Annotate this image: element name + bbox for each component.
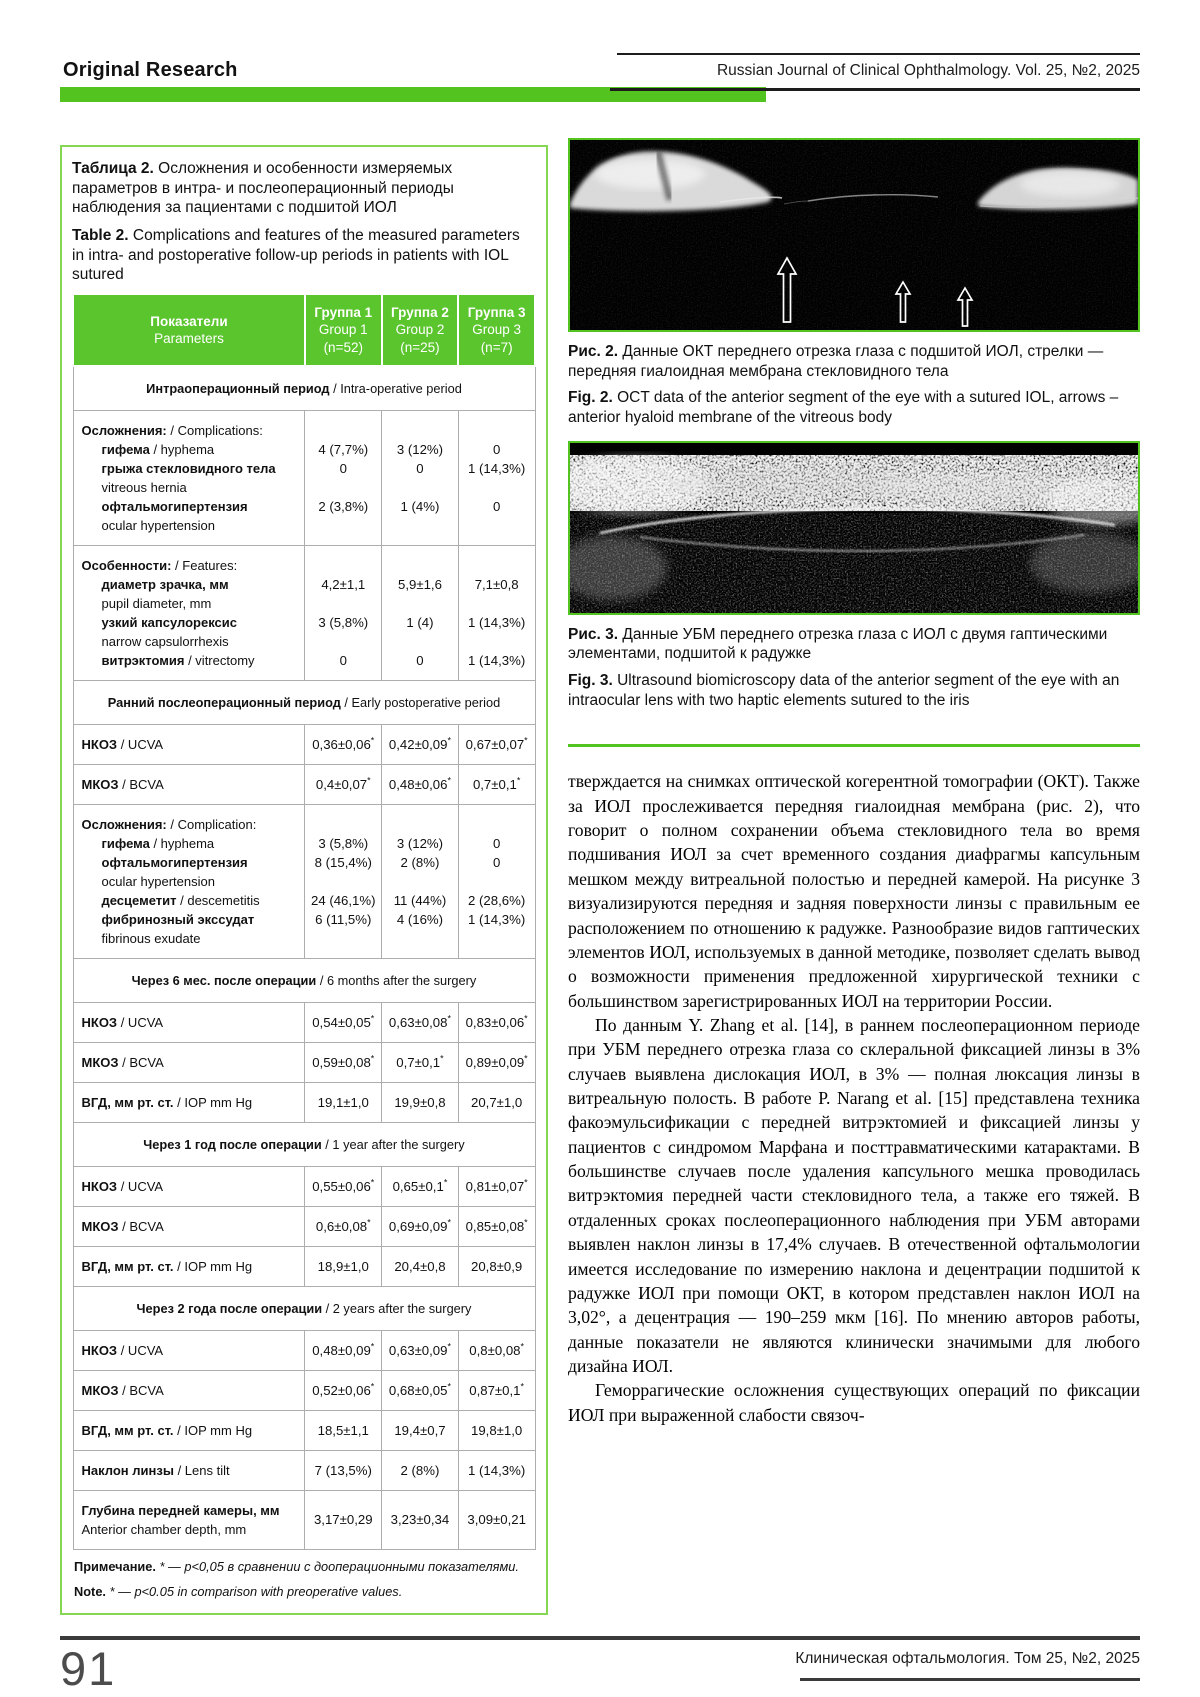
parameter-cell: МКОЗ / BCVA — [73, 1206, 305, 1246]
parameter-cell: ВГД, мм рт. ст. / IOP mm Hg — [73, 1246, 305, 1286]
oct-scan-graphic — [570, 140, 1138, 330]
table-row — [73, 1002, 535, 1042]
value-cell: 4,2±1,1 — [305, 575, 382, 594]
table-row — [73, 613, 535, 632]
value-cell: 0 — [305, 651, 382, 681]
section-divider-rule — [568, 744, 1140, 747]
value-cell: 0 — [382, 459, 459, 478]
table-caption-en-label: Table 2. — [72, 227, 129, 245]
parameter-cell: НКОЗ / UCVA — [73, 1166, 305, 1206]
table-row — [73, 1330, 535, 1370]
value-cell: 0,7±0,1* — [382, 1042, 459, 1082]
table-row — [73, 575, 535, 594]
paragraph: По данным Y. Zhang et al. [14], в раннем послеоперационном периоде при УБМ переднего отрезка глаза со склеральной фиксацией линзы в 3% случаев выявлена дислокация ИОЛ, в 3% — полная люксация линзы в витреальную полость. В работе P. Narang et al. [15] представлена техника факоэмульсификации с передней витрэктомией и фиксацией линзы у пациентов с синдромом Марфана и посттравматическими катарактами. В большинстве случаев после удаления капсульного мешка проводилась витрэктомия передней части стекловидного тела, а также его тяжей. В отдаленных сроках послеоперационного наблюдения при УБМ авторами выявлен наклон линзы в 17,4% случаев. В отечественной офтальмологии имеется исследование по измерению наклона и децентрации подшитой к радужке ИОЛ при помощи ОКТ, в котором представлен наклон ИОЛ на 3,02°, а децентрация — 190–259 мкм [16]. По мнению авторов работы, данные показатели не являются клинически значимыми для любого дизайна ИОЛ. — [568, 1014, 1140, 1376]
col-header-group2: Группа 2 Group 2 (n=25) — [382, 294, 459, 366]
parameter-cell: витрэктомия / vitrectomy — [101, 652, 255, 668]
table-section-row — [73, 366, 535, 411]
value-cell: 7 (13,5%) — [305, 1450, 382, 1490]
value-cell — [458, 478, 535, 497]
value-cell: 4 (16%) — [382, 910, 459, 929]
table-section-row — [73, 680, 535, 724]
value-cell: 18,5±1,1 — [305, 1410, 382, 1450]
value-cell: 0,68±0,05* — [382, 1370, 459, 1410]
table-row — [73, 804, 535, 834]
value-cell — [305, 516, 382, 546]
value-cell: 3 (5,8%) — [305, 834, 382, 853]
table-caption-ru — [72, 159, 536, 218]
value-cell — [382, 929, 459, 959]
parameter-cell: ВГД, мм рт. ст. / IOP mm Hg — [73, 1082, 305, 1122]
parameter-cell: диаметр зрачка, мм — [101, 576, 229, 592]
table-section-title: Через 6 мес. после операции / 6 months after the surgery — [73, 958, 535, 1002]
value-cell: 1 (14,3%) — [458, 651, 535, 681]
value-cell — [382, 632, 459, 651]
value-cell: 3,09±0,21 — [458, 1490, 535, 1549]
paragraph: Геморрагические осложнения существующих операций по фиксации ИОЛ при выраженной слабости связоч- — [568, 1380, 1140, 1425]
value-cell: 20,7±1,0 — [458, 1082, 535, 1122]
value-cell: 2 (8%) — [382, 1450, 459, 1490]
table-row — [73, 632, 535, 651]
value-cell: 0 — [458, 440, 535, 459]
table-row — [73, 929, 535, 959]
value-cell: 0,63±0,09* — [382, 1330, 459, 1370]
paragraph-continuation: тверждается на снимках оптической когерентной томографии (ОКТ). Также за ИОЛ прослеживается передняя гиалоидная мембрана (рис. 2), что говорит о полном сохранении объема стекловидного тела во время подшивания ИОЛ за счет временного создания диафрагмы капсульным мешком между витреальной полостью и передней камерой. На рисунке 3 визуализируются передняя и задняя поверхности линзы с правильным ее расположением по отношению к радужке. Разнообразие видов гаптических элементов ИОЛ, используемых в данной методике, позволяет сделать вывод о возможности применения предложенной хирургической техники с большинством зарегистрированных ИОЛ на территории России. — [568, 771, 1140, 1011]
value-cell — [458, 804, 535, 834]
value-cell: 1 (4) — [382, 613, 459, 632]
parameter-cell: ocular hypertension — [101, 873, 215, 889]
value-cell: 1 (14,3%) — [458, 459, 535, 478]
journal-title-en: Russian Journal of Clinical Ophthalmology. Vol. 25, №2, 2025 — [716, 62, 1140, 79]
value-cell — [305, 410, 382, 440]
table-row — [73, 440, 535, 459]
table-section-row — [73, 1122, 535, 1166]
parameter-cell: Наклон линзы / Lens tilt — [73, 1450, 305, 1490]
parameter-cell: Глубина передней камеры, мм Anterior chamber depth, mm — [73, 1490, 305, 1549]
parameter-cell: МКОЗ / BCVA — [73, 1042, 305, 1082]
parameter-cell: офтальмогипертензия — [101, 854, 248, 870]
journal-title-ru: Клиническая офтальмология. Том 25, №2, 2025 — [795, 1650, 1140, 1667]
table-row — [73, 853, 535, 872]
col-header-parameters: Показатели Parameters — [73, 294, 305, 366]
table-row — [73, 1370, 535, 1410]
value-cell: 0,83±0,06* — [458, 1002, 535, 1042]
value-cell: 8 (15,4%) — [305, 853, 382, 872]
parameter-cell: narrow capsulorrhexis — [101, 633, 229, 649]
article-type-label: Original Research — [63, 59, 238, 81]
value-cell: 0,63±0,08* — [382, 1002, 459, 1042]
value-cell: 0,69±0,09* — [382, 1206, 459, 1246]
value-cell: 1 (4%) — [382, 497, 459, 516]
value-cell: 0,48±0,06* — [382, 764, 459, 804]
value-cell — [305, 872, 382, 891]
table-row — [73, 872, 535, 891]
value-cell: 0,4±0,07* — [305, 764, 382, 804]
value-cell: 3 (12%) — [382, 440, 459, 459]
value-cell: 0,6±0,08* — [305, 1206, 382, 1246]
value-cell: 3,23±0,34 — [382, 1490, 459, 1549]
parameter-cell: фибринозный экссудат — [101, 911, 255, 927]
value-cell — [458, 516, 535, 546]
value-cell: 1 (14,3%) — [458, 1450, 535, 1490]
table-row — [73, 459, 535, 478]
value-cell — [458, 929, 535, 959]
value-cell: 20,4±0,8 — [382, 1246, 459, 1286]
table-section-title: Ранний послеоперационный период / Early postoperative period — [73, 680, 535, 724]
value-cell: 24 (46,1%) — [305, 891, 382, 910]
table-row — [73, 1246, 535, 1286]
value-cell — [458, 872, 535, 891]
value-cell — [382, 478, 459, 497]
value-cell: 0,42±0,09* — [382, 724, 459, 764]
value-cell — [305, 594, 382, 613]
value-cell: 0 — [305, 459, 382, 478]
table-caption-en-text: Complications and features of the measured parameters in intra- and postoperative follow-up periods in patients with IOL sutured — [72, 227, 520, 284]
figure-2-caption-ru: Рис. 2. Данные ОКТ переднего отрезка глаза с подшитой ИОЛ, стрелки — передняя гиалоидная мембрана стекловидного тела — [568, 343, 1104, 380]
value-cell: 19,4±0,7 — [382, 1410, 459, 1450]
value-cell — [305, 632, 382, 651]
table-caption-ru-label: Таблица 2. — [72, 160, 154, 177]
value-cell — [305, 804, 382, 834]
value-cell: 0,52±0,06* — [305, 1370, 382, 1410]
table-note-ru: Примечание. * — p<0,05 в сравнении с дооперационными показателями. — [74, 1558, 519, 1574]
table-section-title: Через 1 год после операции / 1 year after the surgery — [73, 1122, 535, 1166]
table-column — [60, 145, 548, 1615]
value-cell: 0,67±0,07* — [458, 724, 535, 764]
value-cell: 0,36±0,06* — [305, 724, 382, 764]
table-row — [73, 1082, 535, 1122]
figure-3-ubm-image — [568, 441, 1140, 615]
figure-2-caption-en: Fig. 2. OCT data of the anterior segment of the eye with a sutured IOL, arrows – anterior hyaloid membrane of the vitreous body — [568, 389, 1119, 427]
value-cell — [382, 594, 459, 613]
table-caption-en — [72, 226, 536, 285]
value-cell: 2 (3,8%) — [305, 497, 382, 516]
value-cell: 11 (44%) — [382, 891, 459, 910]
value-cell: 19,8±1,0 — [458, 1410, 535, 1450]
value-cell: 3,17±0,29 — [305, 1490, 382, 1549]
table-caption-ru-text: Осложнения и особенности измеряемых параметров в интра- и послеоперационный периоды наблюдения за пациентами с подшитой ИОЛ — [72, 160, 454, 217]
parameter-cell: гифема / hyphema — [101, 835, 215, 851]
table-row — [73, 834, 535, 853]
value-cell: 0,8±0,08* — [458, 1330, 535, 1370]
table-header-row — [73, 294, 535, 366]
parameter-cell: Особенности: / Features: — [73, 545, 305, 575]
table-row — [73, 497, 535, 516]
parameter-cell: pupil diameter, mm — [101, 595, 212, 611]
text-column — [568, 138, 1140, 1427]
parameter-cell: офтальмогипертензия — [101, 498, 248, 514]
parameter-cell: грыжа стекловидного тела — [101, 460, 276, 476]
table-row — [73, 478, 535, 497]
value-cell: 1 (14,3%) — [458, 613, 535, 632]
parameter-cell: ocular hypertension — [101, 517, 215, 533]
value-cell: 0,89±0,09* — [458, 1042, 535, 1082]
value-cell: 20,8±0,9 — [458, 1246, 535, 1286]
value-cell: 0,65±0,1* — [382, 1166, 459, 1206]
figure-2-oct-image — [568, 138, 1140, 332]
value-cell: 0 — [458, 853, 535, 872]
parameter-cell: Осложнения: / Complications: — [73, 410, 305, 440]
value-cell: 7,1±0,8 — [458, 575, 535, 594]
table-row — [73, 891, 535, 910]
parameter-cell: МКОЗ / BCVA — [73, 764, 305, 804]
value-cell: 0,7±0,1* — [458, 764, 535, 804]
value-cell — [458, 632, 535, 651]
table-section-row — [73, 958, 535, 1002]
value-cell: 18,9±1,0 — [305, 1246, 382, 1286]
table-note-en: Note. * — p<0.05 in comparison with preoperative values. — [74, 1584, 403, 1600]
article-body — [568, 769, 1140, 1427]
value-cell: 3 (12%) — [382, 834, 459, 853]
table-row — [73, 651, 535, 681]
value-cell: 2 (28,6%) — [458, 891, 535, 910]
table-row — [73, 724, 535, 764]
value-cell: 5,9±1,6 — [382, 575, 459, 594]
table-row — [73, 1410, 535, 1450]
value-cell: 0 — [382, 651, 459, 681]
table-section-row — [73, 1286, 535, 1330]
footer-rule — [60, 1636, 1140, 1640]
col-header-group3: Группа 3 Group 3 (n=7) — [458, 294, 535, 366]
table-row — [73, 1206, 535, 1246]
parameter-cell: гифема / hyphema — [101, 441, 215, 457]
table-section-title: Через 2 года после операции / 2 years after the surgery — [73, 1286, 535, 1330]
value-cell: 0,81±0,07* — [458, 1166, 535, 1206]
value-cell: 4 (7,7%) — [305, 440, 382, 459]
value-cell — [305, 545, 382, 575]
parameter-cell: МКОЗ / BCVA — [73, 1370, 305, 1410]
header-top-rule — [617, 53, 1140, 55]
value-cell: 0,55±0,06* — [305, 1166, 382, 1206]
parameter-cell: узкий капсулорексис — [101, 614, 237, 630]
parameter-cell: НКОЗ / UCVA — [73, 724, 305, 764]
value-cell: 0,87±0,1* — [458, 1370, 535, 1410]
col-header-group1: Группа 1 Group 1 (n=52) — [305, 294, 382, 366]
value-cell: 19,1±1,0 — [305, 1082, 382, 1122]
value-cell: 1 (14,3%) — [458, 910, 535, 929]
value-cell: 19,9±0,8 — [382, 1082, 459, 1122]
value-cell — [305, 478, 382, 497]
value-cell — [458, 410, 535, 440]
value-cell: 0,85±0,08* — [458, 1206, 535, 1246]
parameter-cell: десцеметит / descemetitis — [101, 892, 260, 908]
page-number: 91 — [60, 1642, 117, 1695]
table-row — [73, 545, 535, 575]
value-cell — [458, 594, 535, 613]
footer-short-rule — [800, 1678, 1140, 1681]
parameter-cell: Осложнения: / Complication: — [73, 804, 305, 834]
value-cell: 0,59±0,08* — [305, 1042, 382, 1082]
value-cell: 0 — [458, 497, 535, 516]
parameter-cell: НКОЗ / UCVA — [73, 1330, 305, 1370]
value-cell — [382, 872, 459, 891]
figure-3-caption-en: Fig. 3. Ultrasound biomicroscopy data of the anterior segment of the eye with an intraocular lens with two haptic elements sutured to the iris — [568, 672, 1120, 709]
parameter-cell: fibrinous exudate — [101, 930, 201, 946]
value-cell — [382, 545, 459, 575]
ubm-scan-graphic — [570, 443, 1138, 613]
value-cell: 3 (5,8%) — [305, 613, 382, 632]
table-row — [73, 594, 535, 613]
value-cell — [382, 804, 459, 834]
figure-3-caption-ru: Рис. 3. Данные УБМ переднего отрезка глаза с ИОЛ с двумя гаптическими элементами, подшитой к радужке — [568, 625, 1108, 663]
value-cell — [382, 410, 459, 440]
table-row — [73, 1490, 535, 1549]
value-cell: 0 — [458, 834, 535, 853]
table-row — [73, 410, 535, 440]
value-cell — [382, 516, 459, 546]
results-table-body — [73, 366, 535, 1550]
parameter-cell: НКОЗ / UCVA — [73, 1002, 305, 1042]
table-row — [73, 910, 535, 929]
value-cell: 0,54±0,05* — [305, 1002, 382, 1042]
table-row — [73, 516, 535, 546]
table-row — [73, 1166, 535, 1206]
value-cell: 2 (8%) — [382, 853, 459, 872]
table-row — [73, 1042, 535, 1082]
table-row — [73, 764, 535, 804]
value-cell: 6 (11,5%) — [305, 910, 382, 929]
value-cell — [305, 929, 382, 959]
header-bottom-rule — [610, 88, 1140, 91]
table-2-box — [60, 145, 548, 1615]
table-section-title: Интраоперационный период / Intra-operative period — [73, 366, 535, 411]
table-row — [73, 1450, 535, 1490]
results-table — [72, 293, 536, 1550]
parameter-cell: ВГД, мм рт. ст. / IOP mm Hg — [73, 1410, 305, 1450]
parameter-cell: vitreous hernia — [101, 479, 187, 495]
value-cell — [458, 545, 535, 575]
value-cell: 0,48±0,09* — [305, 1330, 382, 1370]
